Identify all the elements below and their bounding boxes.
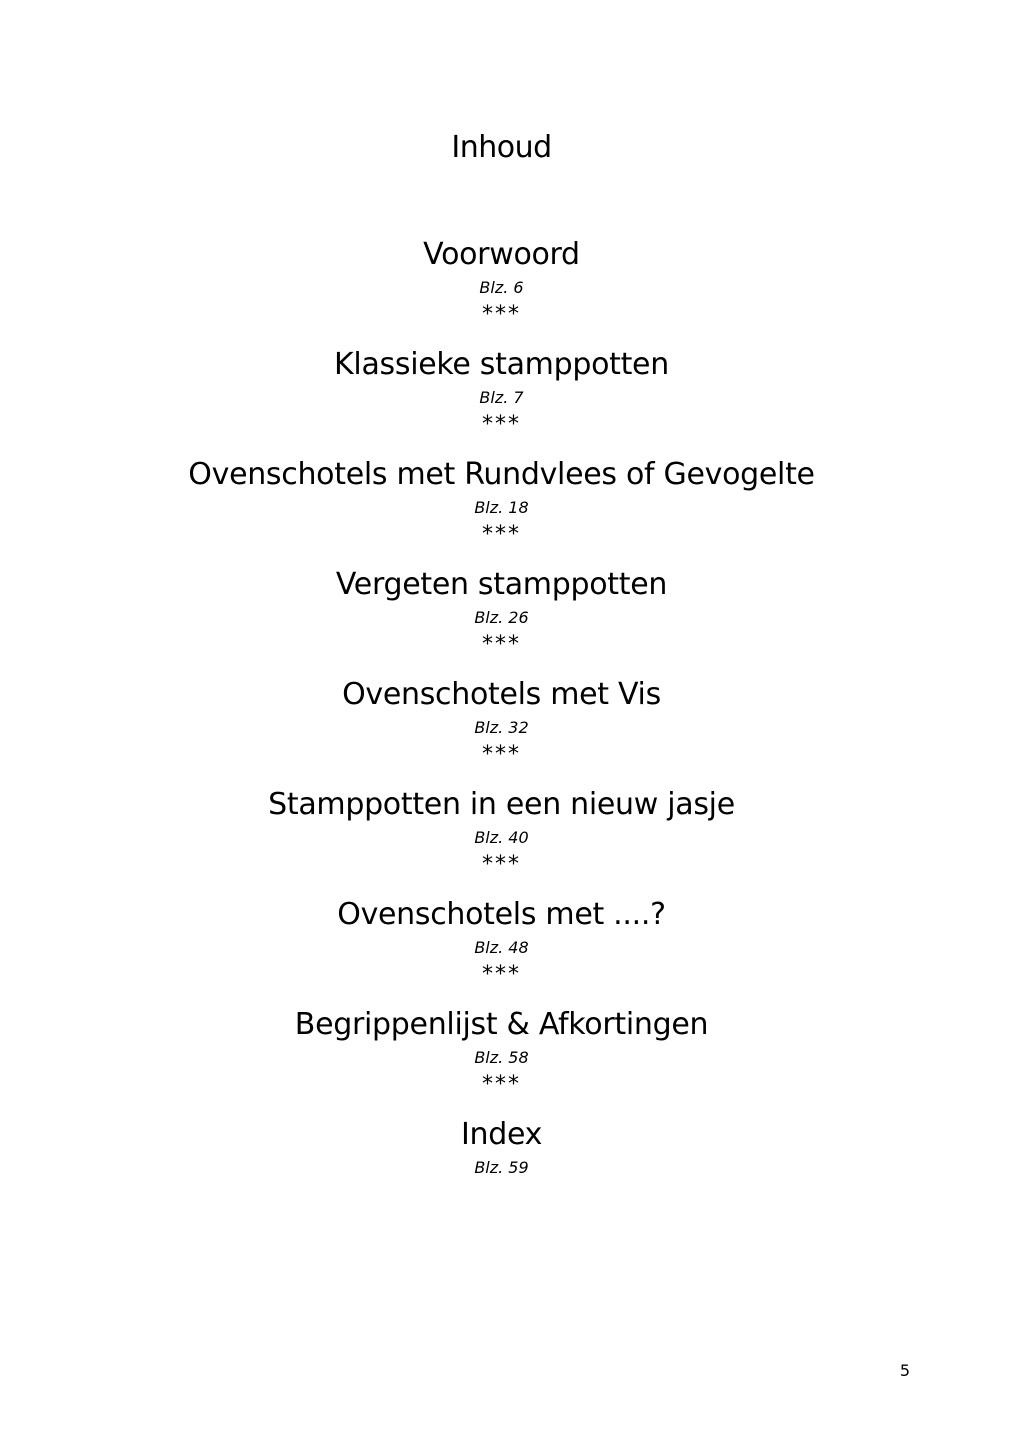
toc-separator: *** [482,852,521,877]
toc-entry-page: Blz. 6 [479,278,524,297]
page-number: 5 [899,1361,911,1380]
toc-entry-page: Blz. 18 [474,498,529,517]
toc-entry-vergeten-stamppotten [0,564,1003,674]
toc-entry-title: Vergeten stamppotten [335,567,668,602]
toc-entry-index [0,1114,1003,1224]
toc-separator: *** [482,302,521,327]
toc-entry-page: Blz. 58 [474,1048,529,1067]
toc-separator: *** [482,742,521,767]
toc-separator: *** [482,632,521,657]
toc-entry-page: Blz. 32 [474,718,529,737]
toc-entry-title: Index [460,1117,543,1152]
toc-entry-ovenschotels-met [0,894,1003,1004]
toc-entry-title: Ovenschotels met Vis [342,677,661,712]
toc-separator: *** [482,412,521,437]
toc-entry-page: Blz. 40 [474,828,529,847]
toc-entry-begrippenlijst [0,1004,1003,1114]
toc-entry-title: Voorwoord [423,237,580,272]
table-of-contents [0,234,1003,1224]
toc-entry-page: Blz. 48 [474,938,529,957]
toc-separator: *** [482,1072,521,1097]
toc-entry-ovenschotels-vis [0,674,1003,784]
toc-entry-title: Ovenschotels met Rundvlees of Gevogelte [188,457,815,492]
toc-entry-title: Stamppotten in een nieuw jasje [268,787,735,822]
toc-separator: *** [482,522,521,547]
toc-entry-ovenschotels-rundvlees [0,454,1003,564]
toc-entry-stamppotten-nieuw-jasje [0,784,1003,894]
toc-entry-klassieke-stamppotten [0,344,1003,454]
toc-entry-voorwoord [0,234,1003,344]
page-title: Inhoud [451,130,552,165]
toc-separator: *** [482,962,521,987]
toc-entry-page: Blz. 59 [474,1158,529,1177]
toc-entry-page: Blz. 26 [474,608,529,627]
toc-entry-title: Ovenschotels met ....? [337,897,666,932]
toc-entry-page: Blz. 7 [479,388,524,407]
toc-entry-title: Klassieke stamppotten [334,347,669,382]
toc-entry-title: Begrippenlijst & Afkortingen [294,1007,709,1042]
